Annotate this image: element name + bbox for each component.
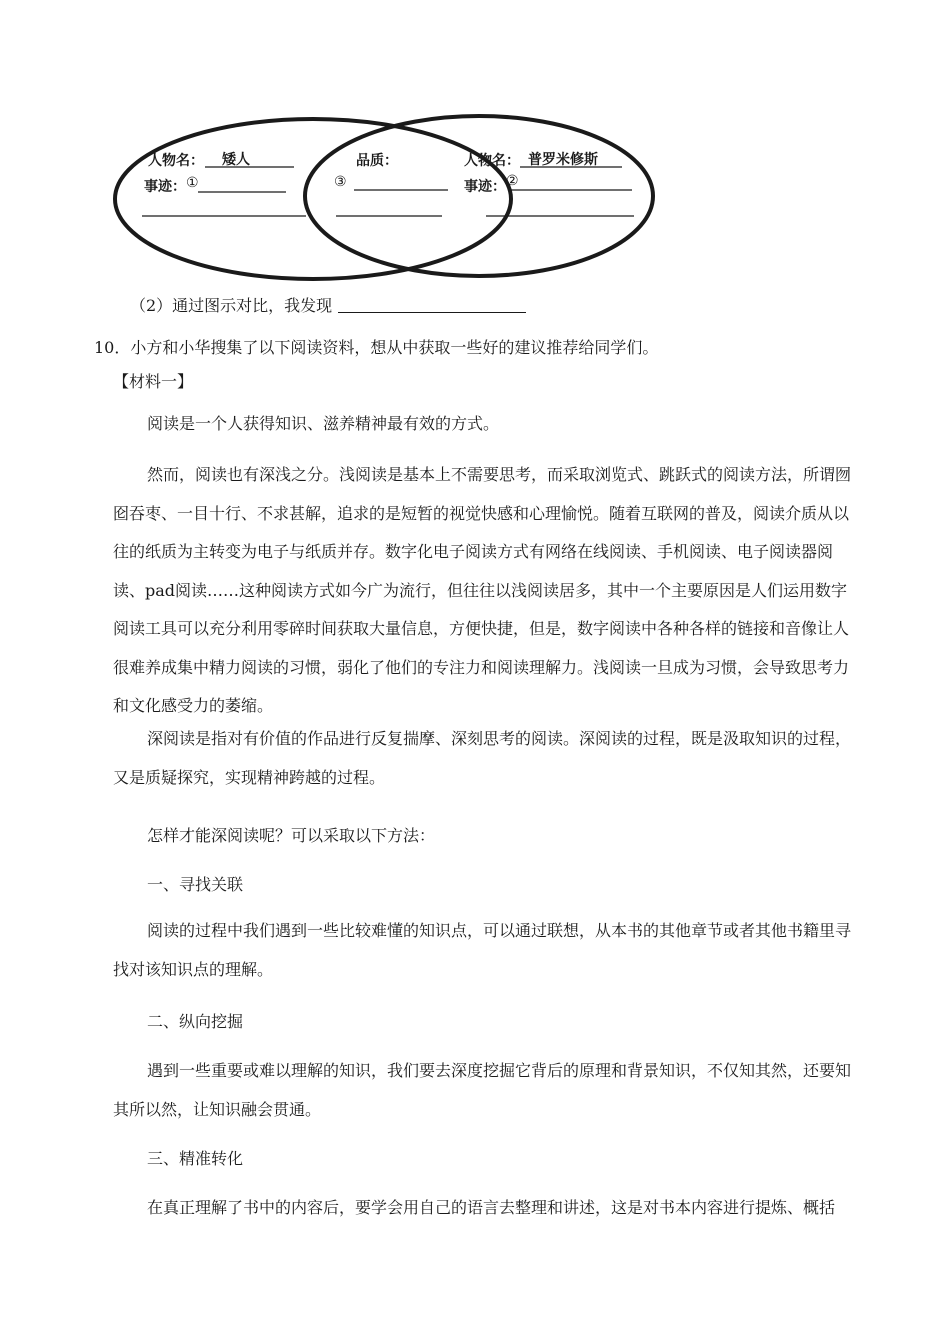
right-deed-label: 事迹：	[464, 179, 506, 195]
right-deed-marker: ②	[506, 173, 519, 189]
question-10: 10．小方和小华搜集了以下阅读资料，想从中获取一些好的建议推荐给同学们。	[94, 338, 659, 357]
paragraph: 阅读是一个人获得知识、滋养精神最有效的方式。	[147, 414, 500, 433]
paragraph: 遇到一些重要或难以理解的知识，我们要去深度挖掘它背后的原理和背景知识，不仅知其然，还要知其所以然，让知识融会贯通。	[113, 1061, 852, 1119]
middle-quality-marker: ③	[334, 174, 347, 190]
paragraph: 然而，阅读也有深浅之分。浅阅读是基本上不需要思考，而采取浏览式、跳跃式的阅读方法，所谓囫囵吞枣、一目十行、不求甚解，追求的是短暂的视觉快感和心理愉悦。随着互联网的普及，阅读介质从以往的纸质为主转变为电子与纸质并存。数字化电子阅读方式有网络在线阅读、手机阅读、电子阅读器阅读、pad阅读……这种阅读方式如今广为流行，但往往以浅阅读居多，其中一个主要原因是人们运用数字阅读工具可以充分利用零碎时间获取大量信息，方便快捷，但是，数字阅读中各种各样的链接和音像让人很难养成集中精力阅读的习惯，弱化了他们的专注力和阅读理解力。浅阅读一旦成为习惯，会导致思考力和文化感受力的萎缩。	[113, 465, 852, 715]
material-heading: 【材料一】	[113, 372, 194, 391]
answer-blank[interactable]	[338, 296, 526, 313]
venn-diagram	[108, 112, 660, 287]
section-heading: 二、纵向挖掘	[147, 1012, 244, 1031]
section-heading: 一、寻找关联	[147, 875, 244, 894]
paragraph: 深阅读是指对有价值的作品进行反复揣摩、深刻思考的阅读。深阅读的过程，既是汲取知识的过程，又是质疑探究，实现精神跨越的过程。	[113, 729, 852, 787]
right-ellipse	[305, 116, 653, 276]
left-ellipse	[115, 119, 511, 279]
section-heading: 三、精准转化	[147, 1149, 244, 1168]
paragraph: 在真正理解了书中的内容后，要学会用自己的语言去整理和讲述，这是对书本内容进行提炼、概括	[147, 1198, 836, 1217]
left-deed-label: 事迹：	[144, 179, 186, 195]
paragraph: 阅读的过程中我们遇到一些比较难懂的知识点，可以通过联想，从本书的其他章节或者其他书籍里寻找对该知识点的理解。	[113, 921, 852, 979]
left-name-label: 人物名：	[148, 153, 204, 169]
left-name-value: 矮人	[222, 152, 250, 168]
right-name-label: 人物名：	[464, 153, 520, 169]
right-name-value: 普罗米修斯	[528, 152, 598, 168]
question-2-text: （2）通过图示对比，我发现	[130, 296, 333, 315]
question-2	[130, 296, 526, 316]
paragraph: 怎样才能深阅读呢？可以采取以下方法：	[147, 826, 436, 845]
left-deed-marker: ①	[186, 175, 199, 191]
middle-quality-label: 品质：	[356, 153, 398, 169]
venn-ellipses	[108, 112, 660, 287]
